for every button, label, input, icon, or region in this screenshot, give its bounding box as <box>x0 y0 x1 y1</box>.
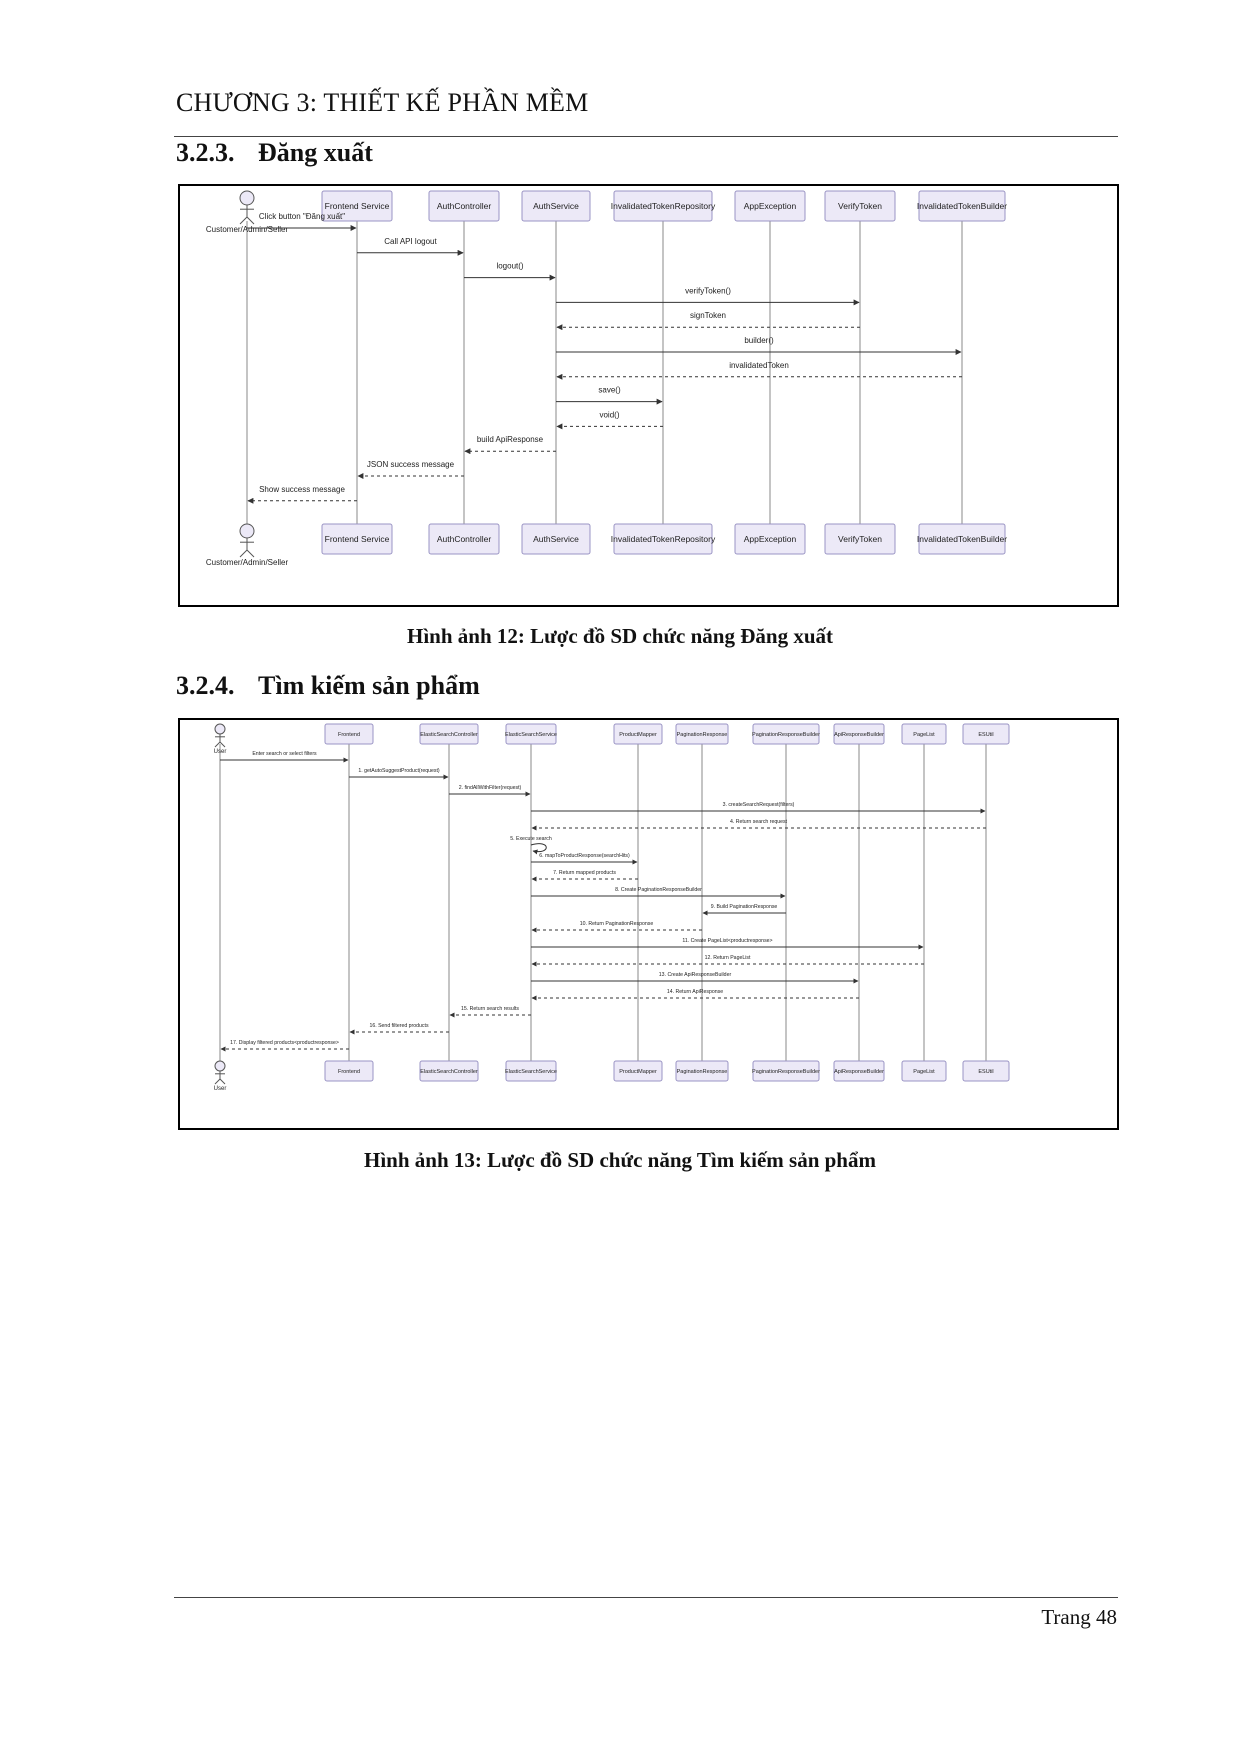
message <box>531 802 985 811</box>
message-label: 13. Create ApiResponseBuilder <box>658 972 732 978</box>
message-label: 2. findAllWithFilter(request) <box>458 785 522 791</box>
message <box>220 751 348 760</box>
actor-top <box>214 724 227 755</box>
participant-label: PageList <box>913 731 935 738</box>
message-label: 8. Create PaginationResponseBuilder <box>615 887 702 893</box>
actor-icon <box>215 724 225 734</box>
participant-label: ProductMapper <box>619 731 657 738</box>
section-heading-logout <box>176 138 373 168</box>
participant-label: ESUtil <box>978 1068 994 1075</box>
participant-label: ApiResponseBuilder <box>834 731 884 738</box>
participant-label: PaginationResponse <box>676 731 728 738</box>
message-label: JSON success message <box>366 460 455 469</box>
message-label: 16. Send filtered products <box>369 1023 429 1029</box>
participant-box-bottom <box>322 524 392 554</box>
participant-label: ElasticSearchController <box>420 731 478 738</box>
participant-label: Frontend Service <box>324 533 390 544</box>
chapter-title: CHƯƠNG 3: THIẾT KẾ PHẦN MỀM <box>176 88 589 117</box>
participant-box-bottom <box>522 524 590 554</box>
message-label: 3. createSearchRequest(filters) <box>722 802 795 808</box>
message <box>449 785 530 794</box>
message-label: 5. Execute search <box>510 836 552 842</box>
message <box>556 286 859 302</box>
message-label: invalidatedToken <box>729 360 789 370</box>
message <box>349 768 448 777</box>
message-label: 4. Return search request <box>729 819 788 825</box>
message-label: save() <box>598 385 621 395</box>
participant-label: AppException <box>743 533 797 544</box>
participant-box-top <box>963 724 1009 744</box>
message-label: 7. Return mapped products <box>553 870 616 876</box>
participant-label: Frontend <box>337 731 361 738</box>
participant-box-bottom <box>917 524 1007 554</box>
message <box>357 237 463 253</box>
participant-label: ElasticSearchService <box>505 1068 557 1075</box>
message <box>531 853 637 862</box>
actor-icon <box>215 1061 225 1071</box>
message <box>703 904 786 913</box>
message <box>557 311 860 327</box>
participant-label: InvalidatedTokenBuilder <box>916 200 1008 211</box>
message-label: logout() <box>496 261 524 271</box>
message-label: builder() <box>744 336 774 345</box>
message <box>531 972 858 981</box>
message-label: 6. mapToProductResponse(searchHits) <box>539 853 630 859</box>
participant-label: AuthService <box>533 200 579 211</box>
participant-label: VerifyToken <box>838 200 882 211</box>
participant-box-top <box>752 724 820 744</box>
message-label: 15. Return search results <box>461 1006 519 1012</box>
participant-box-bottom <box>325 1061 373 1081</box>
message <box>358 460 464 476</box>
participant-box-bottom <box>429 524 499 554</box>
actor-label: Customer/Admin/Seller <box>205 225 289 234</box>
message <box>557 410 663 426</box>
message <box>557 361 962 377</box>
participant-box-bottom <box>963 1061 1009 1081</box>
actor-label: User <box>213 1086 227 1092</box>
participant-box-bottom <box>505 1061 557 1081</box>
participant-box-top <box>834 724 884 744</box>
participant-box-top <box>735 191 805 221</box>
actor-bottom <box>214 1061 227 1092</box>
participant-box-bottom <box>834 1061 884 1081</box>
participant-box-bottom <box>735 524 805 554</box>
actor-icon <box>240 191 254 205</box>
participant-label: AuthController <box>436 200 492 211</box>
actor-bottom <box>206 524 289 567</box>
message <box>531 887 785 896</box>
participant-box-top <box>522 191 590 221</box>
participant-label: AuthService <box>533 533 579 544</box>
header-rule <box>174 136 1118 137</box>
participant-label: PageList <box>913 1068 935 1075</box>
message-label: build ApiResponse <box>476 435 544 445</box>
logout-diagram-canvas <box>180 186 1116 604</box>
message <box>532 989 859 998</box>
participant-box-top <box>825 191 895 221</box>
section-number: 3.2.4. <box>176 671 235 700</box>
participant-label: PaginationResponseBuilder <box>752 731 820 738</box>
actor-label: Customer/Admin/Seller <box>205 558 289 567</box>
participant-box-top <box>676 724 728 744</box>
message <box>532 870 638 879</box>
participant-label: ESUtil <box>978 731 994 738</box>
message <box>464 262 555 278</box>
message <box>465 435 556 451</box>
message-label: 11. Create PageList<productresponse> <box>682 938 773 944</box>
section-heading-search <box>176 671 480 701</box>
section-title: Tìm kiếm sản phẩm <box>258 671 480 700</box>
message-label: 12. Return PageList <box>704 955 751 961</box>
participant-box-bottom <box>420 1061 478 1081</box>
participant-label: ProductMapper <box>619 1068 657 1075</box>
participant-label: VerifyToken <box>838 533 882 544</box>
participant-label: PaginationResponseBuilder <box>752 1068 820 1075</box>
message-label: Click button "Đăng xuất" <box>258 212 346 221</box>
search-diagram-canvas <box>180 720 1116 1127</box>
message-label: 17. Display filtered products<productresponse> <box>230 1040 339 1046</box>
page-number: Trang 48 <box>1041 1605 1117 1629</box>
message <box>531 938 923 947</box>
message <box>221 1040 349 1049</box>
participant-box-top <box>420 724 478 744</box>
section-title: Đăng xuất <box>258 138 373 167</box>
participant-box-top <box>429 191 499 221</box>
figure-caption-13: Hình ảnh 13: Lược đồ SD chức năng Tìm kiếm sản phẩm <box>364 1148 876 1172</box>
participant-label: ElasticSearchService <box>505 731 557 738</box>
message <box>532 955 924 964</box>
message <box>532 921 702 930</box>
participant-box-top <box>917 191 1007 221</box>
figure-caption-12: Hình ảnh 12: Lược đồ SD chức năng Đăng xuất <box>406 624 833 648</box>
message-label: 1. getAutoSuggestProduct(request) <box>358 768 440 774</box>
search-sequence-diagram <box>178 718 1119 1130</box>
participant-box-top <box>325 724 373 744</box>
message <box>532 819 986 828</box>
participant-box-bottom <box>614 1061 662 1081</box>
logout-sequence-diagram <box>178 184 1119 607</box>
participant-label: ElasticSearchController <box>420 1068 478 1075</box>
participant-box-bottom <box>611 524 716 554</box>
message-label: Call API logout <box>384 236 437 246</box>
participant-label: ApiResponseBuilder <box>834 1068 884 1075</box>
message-label: Show success message <box>259 484 345 494</box>
participant-label: AppException <box>743 200 797 211</box>
message-label: 10. Return PaginationResponse <box>579 921 654 927</box>
participant-label: InvalidatedTokenRepository <box>610 200 716 211</box>
participant-box-top <box>505 724 557 744</box>
participant-label: InvalidatedTokenRepository <box>610 533 716 544</box>
participant-label: Frontend <box>337 1068 361 1075</box>
message <box>450 1006 531 1015</box>
message-label: signToken <box>689 311 727 321</box>
participant-box-bottom <box>676 1061 728 1081</box>
participant-label: AuthController <box>436 533 492 544</box>
actor-icon <box>240 524 254 538</box>
participant-box-bottom <box>752 1061 820 1081</box>
participant-box-top <box>614 724 662 744</box>
message-label: 14. Return ApiResponse <box>666 989 724 995</box>
self-call-arrow <box>531 844 546 852</box>
message <box>350 1023 449 1032</box>
message <box>556 336 961 352</box>
message-label: verifyToken() <box>685 286 731 296</box>
participant-box-top <box>611 191 716 221</box>
message-label: Enter search or select filters <box>252 751 317 757</box>
participant-box-bottom <box>825 524 895 554</box>
message-label: void() <box>599 410 620 420</box>
participant-label: Frontend Service <box>324 200 390 211</box>
actor-label: User <box>213 749 227 755</box>
message <box>248 485 357 501</box>
participant-label: PaginationResponse <box>676 1068 728 1075</box>
message-label: 9. Build PaginationResponse <box>710 904 778 910</box>
section-number: 3.2.3. <box>176 138 235 167</box>
participant-box-top <box>902 724 946 744</box>
participant-box-bottom <box>902 1061 946 1081</box>
message <box>556 386 662 402</box>
footer-rule <box>174 1597 1118 1598</box>
participant-label: InvalidatedTokenBuilder <box>916 533 1008 544</box>
